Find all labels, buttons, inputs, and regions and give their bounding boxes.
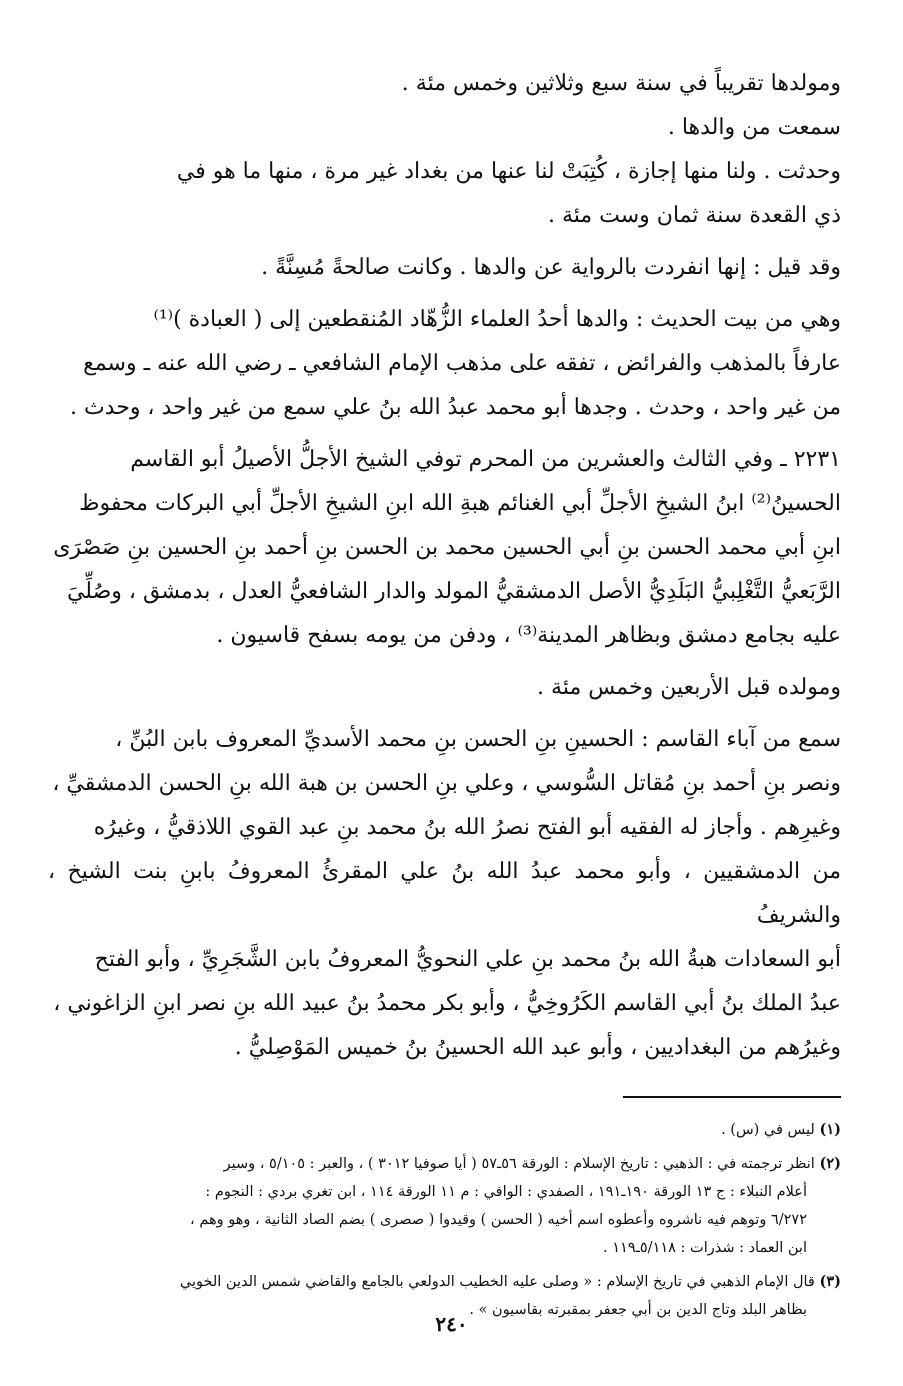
body-line: وغيرِهم . وأجاز له الفقيه أبو الفتح نصرُ الله بنُ محمد بنِ عبد القوي اللاذقيُّ ، وغيرُه (93, 815, 841, 840)
footnote-number: (٢) (819, 1155, 841, 1172)
footnote-2 (48, 1150, 841, 1178)
body-line: ومولدها تقريباً في سنة سبع وثلاثين وخمس مئة . (401, 71, 841, 96)
page-number: ٢٤٠ (435, 1312, 468, 1336)
body-line: أبو السعادات هبةُ الله بنُ محمد بنِ علي النحويُّ المعروفُ بابن الشَّجَرِيِّ ، وأبو الفتح (94, 947, 841, 972)
body-line: وحدثت . ولنا منها إجازة ، كُتِبَتْ لنا عنها من بغداد غير مرة ، منها ما هو في (176, 159, 841, 184)
body-line: من غير واحد ، وحدث . وجدها أبو محمد عبدُ الله بنُ علي سمع من غير واحد ، وحدث . (69, 395, 841, 420)
body-line: وغيرُهم من البغداديين ، وأبو عبد الله الحسينُ بنُ خميس المَوْصِليُّ . (234, 1035, 841, 1060)
body-line: من الدمشقيين ، وأبو محمد عبدُ الله بنُ علي المقرئُ المعروفُ بابنِ بنت الشيخ ، والشريفُ (48, 859, 841, 928)
body-line: سمعت من والدها . (667, 115, 841, 140)
footnote-1 (48, 1116, 841, 1144)
footnote-separator (623, 1096, 841, 1098)
footnote-line: ٦/٢٧٢ وتوهم فيه ناشروه وأعطوه اسم أخيه ( الحسن ) وقيدوا ( صصرى ) بضم الصاد الثانية ، وهو وهم ، (190, 1212, 807, 1228)
footnote-3 (48, 1268, 841, 1296)
body-line: الحسينُ⁽²⁾ ابنُ الشيخِ الأجلِّ أبي الغنائم هبةِ الله ابنِ الشيخِ الأجلِّ أبي البركات محفوظ (79, 491, 841, 516)
body-line: عارفاً بالمذهب والفرائض ، تفقه على مذهب الإمام الشافعي ـ رضي الله عنه ـ وسمع (83, 351, 841, 376)
footnote-line: أعلام النبلاء : ج ١٣ الورقة ١٩٠ـ١٩١ ، الصفدي : الوافي : م ١١ الورقة ١١٤ ، ابن تغري بردي : النجوم : (205, 1184, 807, 1200)
main-text (48, 62, 841, 1070)
body-line: ونصر بنِ أحمد بنِ مُقاتل السُّوسي ، وعلي بنِ الحسن بن هبة الله بنِ الحسن الدمشقيِّ ، (52, 771, 841, 796)
footnote-line: ابن العماد : شذرات : ٥/١١٨ـ١١٩ . (603, 1240, 807, 1256)
footnotes (48, 1116, 841, 1324)
body-line: وهي من بيت الحديث : والدها أحدُ العلماء الزُّهّاد المُنقطعين إلى ( العبادة )⁽¹⁾ (153, 307, 841, 332)
body-line: وقد قيل : إنها انفردت بالرواية عن والدها . وكانت صالحةً مُسِنَّةً . (261, 255, 841, 280)
body-line: ذي القعدة سنة ثمان وست مئة . (547, 203, 841, 228)
body-line: ابنِ أبي محمد الحسن بنِ أبي الحسين محمد بن الحسن بنِ أحمد بنِ الحسين بنِ صَصْرَى (53, 535, 841, 560)
footnote-number: (٣) (819, 1273, 841, 1290)
body-line: ومولده قبل الأربعين وخمس مئة . (537, 675, 841, 700)
footnote-number: (١) (819, 1121, 841, 1138)
footnote-text: انظر ترجمته في : الذهبي : تاريخ الإسلام : الورقة ٥٦ـ٥٧ ( أيا صوفيا ٣٠١٢ ) ، والعبر : ٥/١٠٥ ، وسير (223, 1156, 815, 1172)
footnote-text: ليس في (س) . (721, 1122, 815, 1138)
body-line: عبدُ الملك بنُ أبي القاسم الكَرُوخِيُّ ، وأبو بكر محمدُ بنُ عبيد الله بنِ نصر ابنِ الزاغوني ، (53, 991, 841, 1016)
footnote-text: قال الإمام الذهبي في تاريخ الإسلام : « وصلى عليه الخطيب الدولعي بالجامع والقاضي شمس الدين الخويي (179, 1274, 815, 1290)
body-line: سمع من آباء القاسم : الحسينِ بنِ الحسن بنِ محمد الأسديِّ المعروف بابن البُنِّ ، (115, 727, 841, 752)
body-line: عليه بجامع دمشق وبظاهر المدينة⁽³⁾ ، ودفن من يومه بسفح قاسيون . (216, 623, 841, 648)
entry-2231-heading: ٢٢٣١ ـ وفي الثالث والعشرين من المحرم توفي الشيخ الأجلُّ الأصيلُ أبو القاسم (130, 447, 841, 472)
body-line: الرَّبَعيُّ التَّغْلِبيُّ البَلَدِيُّ الأصل الدمشقيُّ المولد والدار الشافعيُّ العدل ، بدمشق ، وصُلِّيَ (66, 579, 841, 604)
footnote-line: بظاهر البلد وتاج الدين بن أبي جعفر بمقبرته بقاسيون » . (469, 1302, 807, 1318)
